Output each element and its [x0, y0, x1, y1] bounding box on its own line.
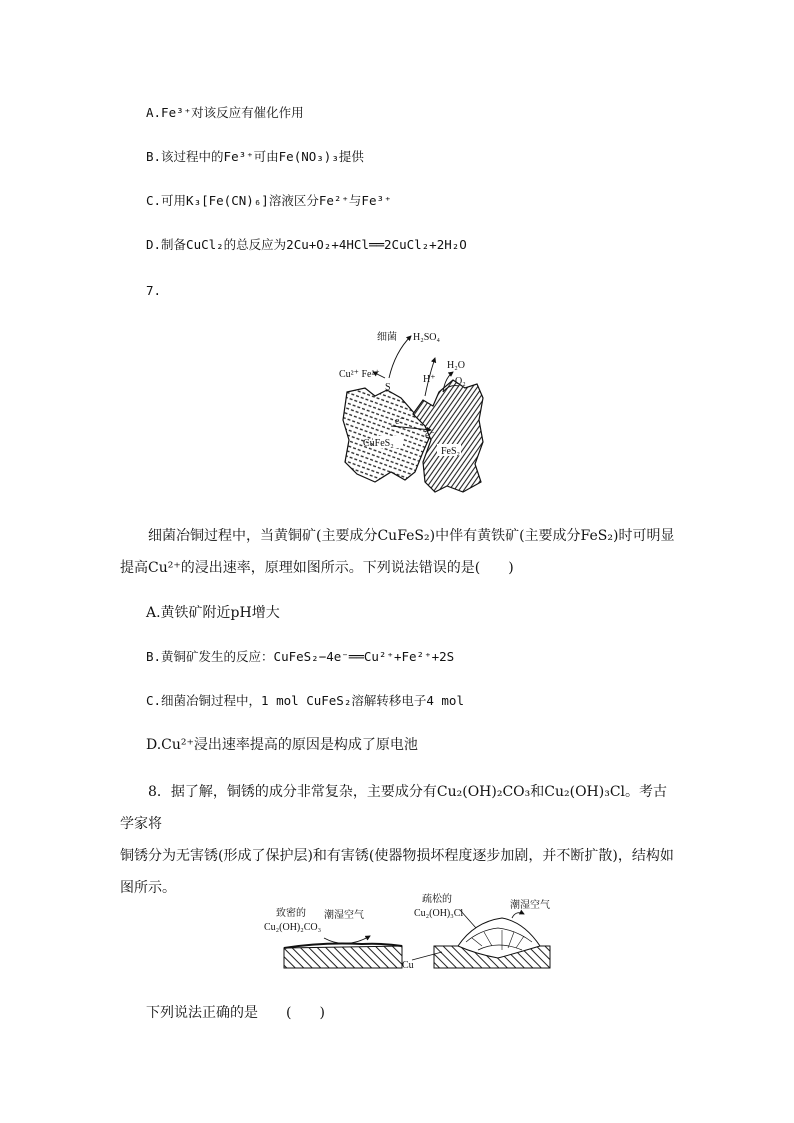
- q7-option-a: A.黄铁矿附近pH增大: [146, 605, 280, 621]
- cufes2-mineral: [343, 388, 431, 482]
- label-electron-1: e⁻: [395, 416, 405, 427]
- copper-substrate-left: [284, 946, 402, 968]
- q6-option-b: B.该过程中的Fe³⁺可由Fe(NO₃)₃提供: [146, 149, 364, 164]
- label-loose: 疏松的: [422, 894, 452, 905]
- q7-stem-line2: 提高Cu²⁺的浸出速率，原理如图所示。下列说法错误的是( ): [120, 560, 514, 576]
- label-fes2: FeS₂: [441, 446, 461, 457]
- label-humid-air-left: 潮湿空气: [324, 910, 364, 921]
- q7-stem-line1: 细菌冶铜过程中，当黄铜矿(主要成分CuFeS₂)中伴有黄铁矿(主要成分FeS₂)时可明显: [148, 528, 675, 544]
- label-o2: O₂: [455, 376, 466, 387]
- q6-option-d: D.制备CuCl₂的总反应为2Cu+O₂+4HCl══2CuCl₂+2H₂O: [146, 237, 467, 252]
- label-dense-formula: Cu₂(OH)₂CO₃: [264, 922, 322, 933]
- q7-option-d: D.Cu²⁺浸出速率提高的原因是构成了原电池: [146, 737, 418, 753]
- q7-option-b: B.黄铜矿发生的反应：CuFeS₂−4e⁻══Cu²⁺+Fe²⁺+2S: [146, 649, 455, 664]
- q6-option-c: C.可用K₃[Fe(CN)₆]溶液区分Fe²⁺与Fe³⁺: [146, 193, 392, 208]
- q8-stem: [120, 776, 680, 904]
- label-bacteria: 细菌: [377, 332, 397, 343]
- label-h2so4: H₂SO₄: [413, 332, 440, 343]
- label-cu: Cu: [402, 960, 414, 971]
- label-cufes2: CuFeS₂: [363, 438, 394, 449]
- q8-question: 下列说法正确的是 ( ): [146, 1005, 325, 1021]
- q7-option-c: C.细菌冶铜过程中，1 mol CuFeS₂溶解转移电子4 mol: [146, 693, 464, 708]
- label-h-plus: H⁺: [423, 374, 436, 385]
- bacterial-copper-leaching-figure: [335, 322, 495, 497]
- label-humid-air-right: 潮湿空气: [510, 900, 550, 911]
- q6-option-a: A.Fe³⁺对该反应有催化作用: [146, 105, 304, 120]
- label-dense: 致密的: [276, 908, 306, 919]
- q7-stem: [120, 520, 680, 584]
- copper-rust-figure: [262, 888, 562, 972]
- q8-stem-line3: 图所示。: [120, 880, 176, 896]
- label-cu-fe-ions: Cu²⁺ Fe²⁺: [339, 369, 380, 380]
- label-electron-2: e⁻: [425, 430, 435, 441]
- q8-stem-line2: 铜锈分为无害锈(形成了保护层)和有害锈(使器物损坏程度逐步加剧，并不断扩散)，结构如: [120, 848, 674, 864]
- label-h2o: H₂O: [447, 360, 465, 371]
- q8-stem-line1: 8．据了解，铜锈的成分非常复杂，主要成分有Cu₂(OH)₂CO₃和Cu₂(OH)₃Cl。考古学家将: [120, 784, 668, 832]
- label-sulfur: S: [385, 382, 391, 393]
- label-loose-formula: Cu₂(OH)₃Cl: [414, 908, 464, 919]
- q7-number: 7.: [146, 283, 162, 298]
